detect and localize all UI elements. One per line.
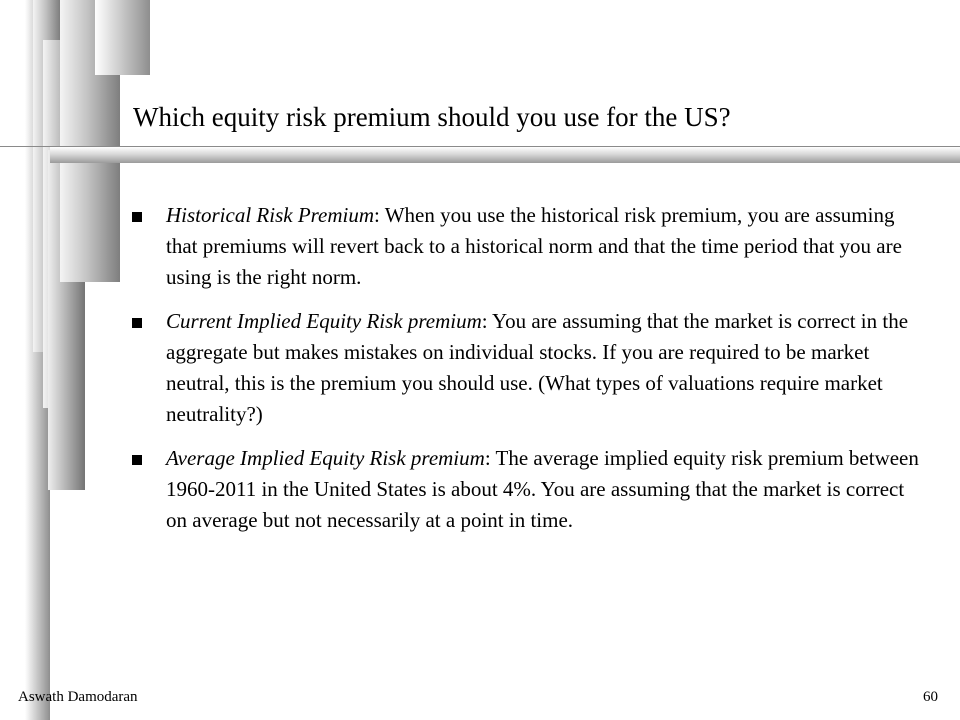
- bullet-term: Historical Risk Premium: [166, 203, 375, 227]
- decorative-bar: [95, 0, 150, 75]
- bullet-item: [130, 200, 920, 293]
- title-underline: [50, 147, 960, 163]
- footer-author: Aswath Damodaran: [18, 689, 138, 705]
- title-rule: [0, 146, 960, 147]
- bullet-text: : You are assuming that the market is correct in the aggregate but makes mistakes on individual stocks. If you are required to be market neutral, this is the premium you should use. (What types of valuations require market neutrality?): [166, 309, 909, 426]
- bullet-text: : When you use the historical risk premium, you are assuming that premiums will revert back to a historical norm and that the time period that you are using is the right norm.: [166, 203, 902, 289]
- bullet-list: [130, 200, 920, 549]
- bullet-term: Current Implied Equity Risk premium: [166, 309, 482, 333]
- bullet-item: [130, 306, 920, 430]
- square-bullet-icon: [132, 212, 142, 222]
- page-number: 60: [923, 689, 938, 705]
- bullet-term: Average Implied Equity Risk premium: [166, 446, 485, 470]
- slide-title: Which equity risk premium should you use for the US?: [133, 102, 731, 132]
- square-bullet-icon: [132, 318, 142, 328]
- bullet-item: [130, 443, 920, 536]
- square-bullet-icon: [132, 455, 142, 465]
- bullet-text: : The average implied equity risk premium between 1960-2011 in the United States is about 4%. You are assuming that the market is correct on average but not necessarily at a point in time.: [166, 446, 919, 532]
